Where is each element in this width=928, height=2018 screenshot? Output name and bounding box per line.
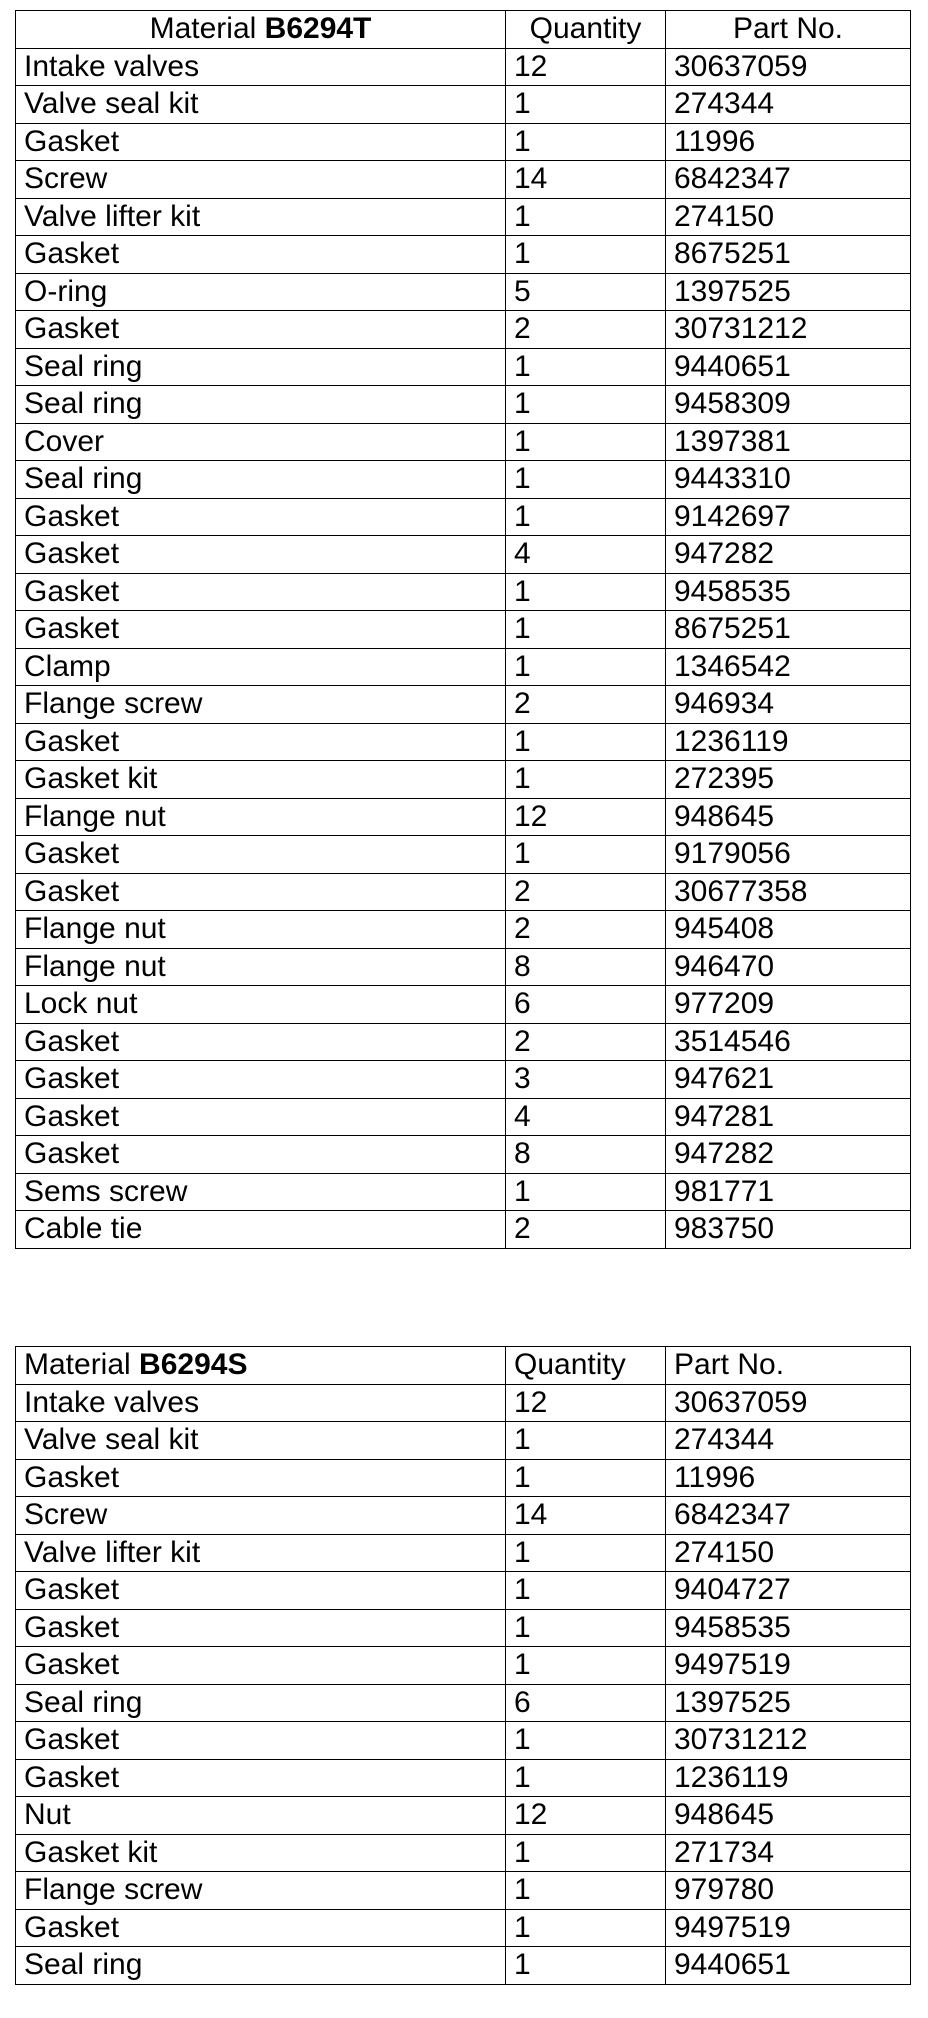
part-number-cell: 1397525	[666, 1684, 911, 1722]
description-cell: Gasket	[16, 536, 506, 574]
description-cell: Gasket	[16, 498, 506, 536]
description-cell: Cable tie	[16, 1211, 506, 1249]
description-cell: Gasket	[16, 1098, 506, 1136]
description-cell: Flange screw	[16, 1872, 506, 1910]
part-number-cell: 948645	[666, 1797, 911, 1835]
material-label: Material	[24, 1348, 131, 1382]
quantity-cell: 1	[506, 348, 666, 386]
part-number-cell: 945408	[666, 911, 911, 949]
part-number-cell: 274150	[666, 198, 911, 236]
part-number-cell: 274150	[666, 1534, 911, 1572]
quantity-cell: 1	[506, 236, 666, 274]
description-cell: Seal ring	[16, 386, 506, 424]
part-number-cell: 981771	[666, 1173, 911, 1211]
description-cell: Gasket	[16, 1061, 506, 1099]
table-row	[16, 1797, 911, 1835]
table-row	[16, 1759, 911, 1797]
part-number-cell: 947282	[666, 1136, 911, 1174]
description-cell: Seal ring	[16, 1684, 506, 1722]
quantity-cell: 1	[506, 461, 666, 499]
table-row	[16, 648, 911, 686]
quantity-cell: 1	[506, 573, 666, 611]
table-row	[16, 161, 911, 199]
part-number-cell: 272395	[666, 761, 911, 799]
description-cell: Gasket	[16, 1722, 506, 1760]
description-cell: Flange nut	[16, 911, 506, 949]
parts-table-b6294t	[15, 10, 911, 1249]
table-row	[16, 273, 911, 311]
part-number-cell: 948645	[666, 798, 911, 836]
description-cell: Valve lifter kit	[16, 198, 506, 236]
description-cell: Gasket	[16, 236, 506, 274]
table-row	[16, 198, 911, 236]
part-number-cell: 9142697	[666, 498, 911, 536]
parts-table-b6294s	[15, 1346, 911, 1985]
quantity-cell: 1	[506, 1609, 666, 1647]
description-cell: Seal ring	[16, 461, 506, 499]
part-no-header: Part No.	[666, 1347, 911, 1385]
part-number-cell: 9443310	[666, 461, 911, 499]
part-number-cell: 30637059	[666, 1384, 911, 1422]
description-cell: Intake valves	[16, 1384, 506, 1422]
table-row	[16, 348, 911, 386]
table-row	[16, 1947, 911, 1985]
quantity-cell: 4	[506, 536, 666, 574]
quantity-cell: 1	[506, 123, 666, 161]
description-cell: Gasket	[16, 1136, 506, 1174]
description-cell: Gasket	[16, 1459, 506, 1497]
table-header-row	[16, 1347, 911, 1385]
part-number-cell: 1397381	[666, 423, 911, 461]
table-row	[16, 1211, 911, 1249]
quantity-cell: 2	[506, 311, 666, 349]
quantity-cell: 1	[506, 723, 666, 761]
description-cell: Gasket	[16, 611, 506, 649]
table-row	[16, 1098, 911, 1136]
part-number-cell: 1236119	[666, 1759, 911, 1797]
description-cell: Screw	[16, 1497, 506, 1535]
quantity-cell: 5	[506, 273, 666, 311]
description-cell: Gasket	[16, 1647, 506, 1685]
part-number-cell: 983750	[666, 1211, 911, 1249]
part-number-cell: 979780	[666, 1872, 911, 1910]
part-number-cell: 30731212	[666, 311, 911, 349]
description-cell: Gasket	[16, 123, 506, 161]
part-number-cell: 947282	[666, 536, 911, 574]
material-header	[16, 1347, 506, 1385]
part-number-cell: 274344	[666, 1422, 911, 1460]
quantity-cell: 1	[506, 1722, 666, 1760]
description-cell: Flange screw	[16, 686, 506, 724]
table-row	[16, 236, 911, 274]
quantity-cell: 8	[506, 948, 666, 986]
quantity-cell: 1	[506, 1872, 666, 1910]
table-row	[16, 1722, 911, 1760]
material-code: B6294S	[139, 1348, 248, 1382]
quantity-cell: 14	[506, 1497, 666, 1535]
table-row	[16, 123, 911, 161]
description-cell: O-ring	[16, 273, 506, 311]
table-row	[16, 1647, 911, 1685]
part-number-cell: 1346542	[666, 648, 911, 686]
part-number-cell: 30731212	[666, 1722, 911, 1760]
quantity-cell: 6	[506, 986, 666, 1024]
table-row	[16, 311, 911, 349]
table-row	[16, 573, 911, 611]
quantity-cell: 1	[506, 86, 666, 124]
description-cell: Seal ring	[16, 1947, 506, 1985]
quantity-header: Quantity	[506, 1347, 666, 1385]
part-number-cell: 271734	[666, 1834, 911, 1872]
material-code: B6294T	[264, 12, 372, 46]
description-cell: Gasket	[16, 723, 506, 761]
description-cell: Flange nut	[16, 948, 506, 986]
description-cell: Screw	[16, 161, 506, 199]
table-row	[16, 1136, 911, 1174]
table-row	[16, 836, 911, 874]
quantity-cell: 1	[506, 1759, 666, 1797]
quantity-cell: 1	[506, 611, 666, 649]
description-cell: Gasket	[16, 836, 506, 874]
table-row	[16, 423, 911, 461]
part-number-cell: 946934	[666, 686, 911, 724]
description-cell: Valve seal kit	[16, 1422, 506, 1460]
description-cell: Gasket	[16, 573, 506, 611]
part-number-cell: 9440651	[666, 1947, 911, 1985]
part-number-cell: 9179056	[666, 836, 911, 874]
table-row	[16, 798, 911, 836]
part-number-cell: 11996	[666, 1459, 911, 1497]
description-cell: Flange nut	[16, 798, 506, 836]
quantity-cell: 1	[506, 1173, 666, 1211]
quantity-cell: 12	[506, 48, 666, 86]
table-row	[16, 86, 911, 124]
table-row	[16, 1834, 911, 1872]
part-number-cell: 9440651	[666, 348, 911, 386]
table-row	[16, 911, 911, 949]
quantity-cell: 1	[506, 761, 666, 799]
table-row	[16, 723, 911, 761]
table-row	[16, 1609, 911, 1647]
quantity-cell: 1	[506, 1947, 666, 1985]
table-row	[16, 1173, 911, 1211]
quantity-cell: 1	[506, 648, 666, 686]
part-number-cell: 1236119	[666, 723, 911, 761]
quantity-cell: 12	[506, 1384, 666, 1422]
quantity-cell: 14	[506, 161, 666, 199]
part-number-cell: 3514546	[666, 1023, 911, 1061]
table-row	[16, 48, 911, 86]
part-number-cell: 947281	[666, 1098, 911, 1136]
quantity-cell: 1	[506, 386, 666, 424]
part-number-cell: 9458535	[666, 573, 911, 611]
quantity-cell: 1	[506, 423, 666, 461]
table-row	[16, 386, 911, 424]
part-number-cell: 6842347	[666, 1497, 911, 1535]
description-cell: Valve seal kit	[16, 86, 506, 124]
part-number-cell: 9497519	[666, 1647, 911, 1685]
quantity-cell: 2	[506, 1023, 666, 1061]
part-number-cell: 1397525	[666, 273, 911, 311]
part-number-cell: 6842347	[666, 161, 911, 199]
table-row	[16, 498, 911, 536]
quantity-cell: 12	[506, 1797, 666, 1835]
part-number-cell: 8675251	[666, 236, 911, 274]
description-cell: Gasket	[16, 1609, 506, 1647]
description-cell: Gasket	[16, 873, 506, 911]
quantity-cell: 1	[506, 1647, 666, 1685]
quantity-cell: 3	[506, 1061, 666, 1099]
quantity-cell: 6	[506, 1684, 666, 1722]
table-row	[16, 1684, 911, 1722]
quantity-cell: 1	[506, 836, 666, 874]
description-cell: Nut	[16, 1797, 506, 1835]
table-row	[16, 1572, 911, 1610]
description-cell: Intake valves	[16, 48, 506, 86]
quantity-cell: 8	[506, 1136, 666, 1174]
part-number-cell: 946470	[666, 948, 911, 986]
description-cell: Sems screw	[16, 1173, 506, 1211]
part-number-cell: 30677358	[666, 873, 911, 911]
quantity-cell: 1	[506, 198, 666, 236]
part-number-cell: 9458309	[666, 386, 911, 424]
part-number-cell: 9458535	[666, 1609, 911, 1647]
table-header-row	[16, 11, 911, 49]
quantity-header: Quantity	[506, 11, 666, 49]
description-cell: Gasket	[16, 1909, 506, 1947]
description-cell: Seal ring	[16, 348, 506, 386]
part-number-cell: 9404727	[666, 1572, 911, 1610]
part-number-cell: 947621	[666, 1061, 911, 1099]
quantity-cell: 12	[506, 798, 666, 836]
description-cell: Lock nut	[16, 986, 506, 1024]
quantity-cell: 2	[506, 873, 666, 911]
quantity-cell: 1	[506, 1909, 666, 1947]
part-number-cell: 8675251	[666, 611, 911, 649]
table-row	[16, 1459, 911, 1497]
table-row	[16, 761, 911, 799]
material-header	[16, 11, 506, 49]
quantity-cell: 1	[506, 1422, 666, 1460]
part-number-cell: 977209	[666, 986, 911, 1024]
table-row	[16, 536, 911, 574]
table-row	[16, 1061, 911, 1099]
quantity-cell: 1	[506, 1534, 666, 1572]
description-cell: Gasket	[16, 311, 506, 349]
table-row	[16, 1023, 911, 1061]
quantity-cell: 2	[506, 911, 666, 949]
quantity-cell: 2	[506, 1211, 666, 1249]
quantity-cell: 1	[506, 1572, 666, 1610]
table-row	[16, 1534, 911, 1572]
material-label: Material	[149, 12, 257, 46]
description-cell: Gasket	[16, 1023, 506, 1061]
description-cell: Clamp	[16, 648, 506, 686]
table-row	[16, 611, 911, 649]
description-cell: Gasket	[16, 1759, 506, 1797]
part-no-header: Part No.	[666, 11, 911, 49]
quantity-cell: 1	[506, 1459, 666, 1497]
table-row	[16, 948, 911, 986]
quantity-cell: 2	[506, 686, 666, 724]
quantity-cell: 1	[506, 1834, 666, 1872]
description-cell: Gasket kit	[16, 1834, 506, 1872]
description-cell: Valve lifter kit	[16, 1534, 506, 1572]
table-row	[16, 461, 911, 499]
description-cell: Cover	[16, 423, 506, 461]
table-row	[16, 986, 911, 1024]
part-number-cell: 11996	[666, 123, 911, 161]
quantity-cell: 4	[506, 1098, 666, 1136]
table-row	[16, 873, 911, 911]
description-cell: Gasket kit	[16, 761, 506, 799]
table-row	[16, 1872, 911, 1910]
part-number-cell: 274344	[666, 86, 911, 124]
quantity-cell: 1	[506, 498, 666, 536]
part-number-cell: 30637059	[666, 48, 911, 86]
table-row	[16, 1384, 911, 1422]
table-row	[16, 1422, 911, 1460]
table-row	[16, 686, 911, 724]
part-number-cell: 9497519	[666, 1909, 911, 1947]
table-row	[16, 1909, 911, 1947]
table-row	[16, 1497, 911, 1535]
description-cell: Gasket	[16, 1572, 506, 1610]
